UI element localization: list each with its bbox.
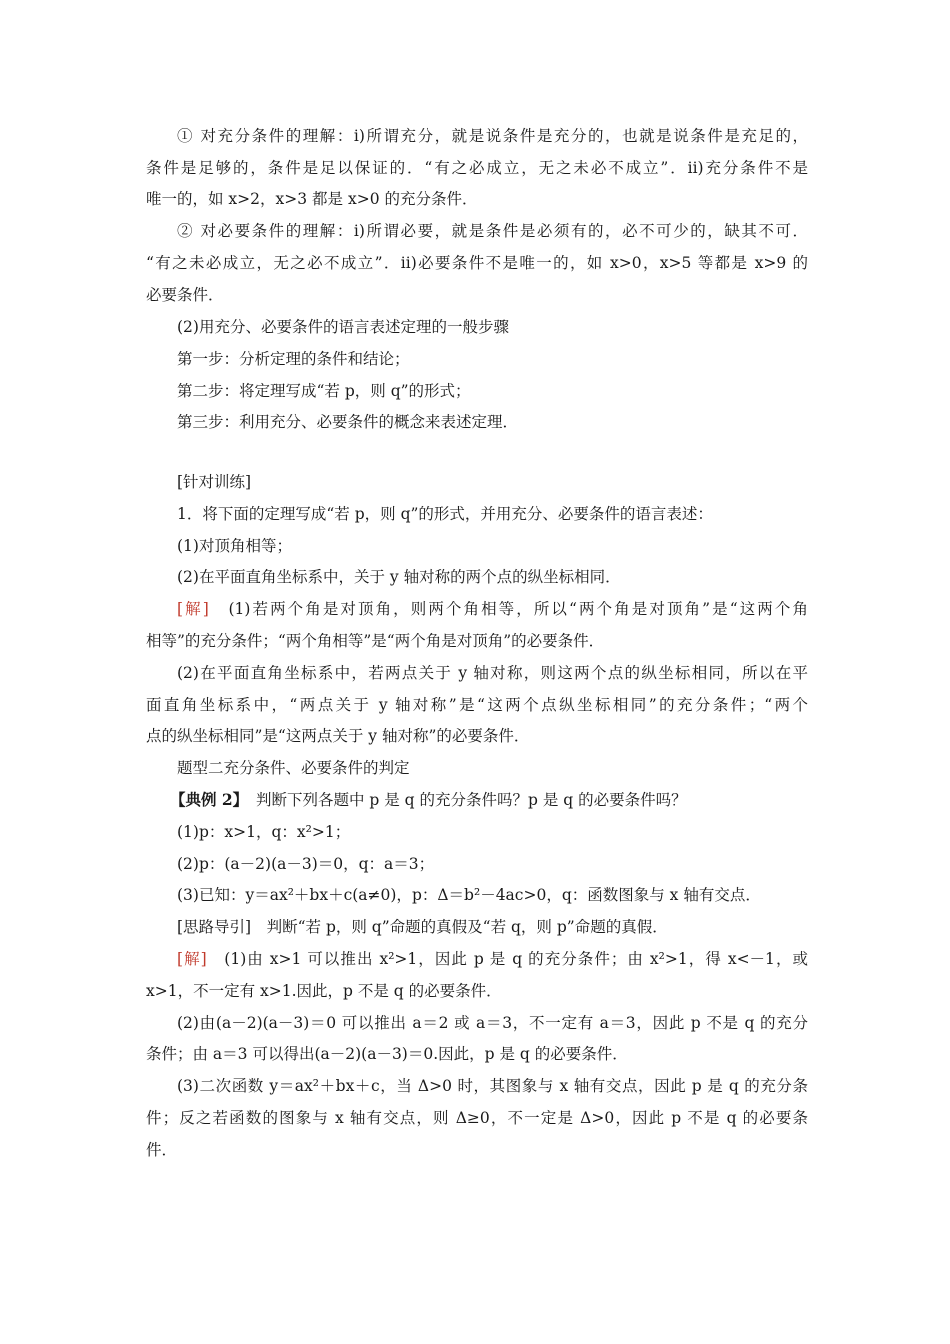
text-line: 件；反之若函数的图象与 x 轴有交点，则 Δ≥0，不一定是 Δ>0，因此 p 不是 q 的必要条 — [146, 1109, 808, 1127]
text-line: 第一步：分析定理的条件和结论； — [177, 350, 410, 368]
text-line: 条件是足够的，条件是足以保证的．“有之必成立，无之未必不成立”．ii)充分条件不是 — [146, 159, 808, 177]
text-line: 点的纵坐标相同”是“这两点关于 y 轴对称”的必要条件． — [146, 727, 530, 745]
text-line: 件． — [146, 1141, 178, 1159]
text-line: 第二步：将定理写成“若 p，则 q”的形式； — [177, 382, 471, 400]
text-line: (2)用充分、必要条件的语言表述定理的一般步骤 — [177, 318, 509, 336]
text-line: 条件；由 a＝3 可以得出(a－2)(a－3)＝0.因此，p 是 q 的必要条件． — [146, 1045, 628, 1063]
text-line: (1)p：x>1，q：x²>1； — [177, 823, 351, 841]
text-line: [思路导引] 判断“若 p，则 q”命题的真假及“若 q，则 p”命题的真假． — [177, 918, 668, 936]
text-span: (1)若两个角是对顶角，则两个角相等，所以“两个角是对顶角”是“这两个角 — [228, 600, 808, 618]
text-line: 面直角坐标系中，“两点关于 y 轴对称”是“这两个点纵坐标相同”的充分条件；“两个 — [146, 696, 808, 714]
text-line: 相等”的充分条件；“两个角相等”是“两个角是对顶角”的必要条件． — [146, 632, 605, 650]
text-line: ① 对充分条件的理解：i)所谓充分，就是说条件是充分的，也就是说条件是充足的， — [177, 127, 808, 145]
text-line: 必要条件． — [146, 286, 224, 304]
text-line — [170, 790, 808, 810]
text-line: x>1，不一定有 x>1.因此，p 不是 q 的必要条件． — [146, 982, 502, 1000]
text-line: (3)已知：y＝ax²＋bx＋c(a≠0)，p：Δ＝b²－4ac>0，q：函数图象与 x 轴有交点． — [177, 886, 761, 904]
section-label: [针对训练] — [177, 473, 252, 491]
text-line: (2)p：(a－2)(a－3)＝0，q：a＝3； — [177, 855, 435, 873]
text-line: (2)在平面直角坐标系中，若两点关于 y 轴对称，则这两个点的纵坐标相同，所以在平 — [177, 664, 808, 682]
text-line: (2)在平面直角坐标系中，关于 y 轴对称的两个点的纵坐标相同． — [177, 568, 621, 586]
text-line: (1)对顶角相等； — [177, 537, 292, 555]
text-line: ② 对必要条件的理解：i)所谓必要，就是条件是必须有的，必不可少的，缺其不可． — [177, 222, 808, 240]
text-line — [177, 599, 808, 619]
solution-mark: [解] — [177, 600, 209, 618]
text-span: (1)由 x>1 可以推出 x²>1，因此 p 是 q 的充分条件；由 x²>1，得 x<－1，或 — [224, 950, 808, 968]
solution-mark: [解] — [177, 950, 207, 968]
text-line: 1．将下面的定理写成“若 p，则 q”的形式，并用充分、必要条件的语言表述： — [177, 505, 713, 523]
text-line: (2)由(a－2)(a－3)＝0 可以推出 a＝2 或 a＝3，不一定有 a＝3，因此 p 不是 q 的充分 — [177, 1014, 808, 1032]
text-line: “有之未必成立，无之必不成立”．ii)必要条件不是唯一的，如 x>0，x>5 等都是 x>9 的 — [146, 254, 808, 272]
text-line: 唯一的，如 x>2，x>3 都是 x>0 的充分条件． — [146, 190, 478, 208]
text-line: 第三步：利用充分、必要条件的概念来表述定理． — [177, 413, 519, 431]
text-line: (3)二次函数 y＝ax²＋bx＋c，当 Δ>0 时，其图象与 x 轴有交点，因此 p 是 q 的充分条 — [177, 1077, 808, 1095]
section-heading: 题型二充分条件、必要条件的判定 — [177, 759, 410, 777]
example-mark: 【典例 2】 — [170, 790, 241, 809]
text-span: 判断下列各题中 p 是 q 的充分条件吗？p 是 q 的必要条件吗？ — [255, 791, 687, 809]
text-line — [177, 949, 808, 969]
